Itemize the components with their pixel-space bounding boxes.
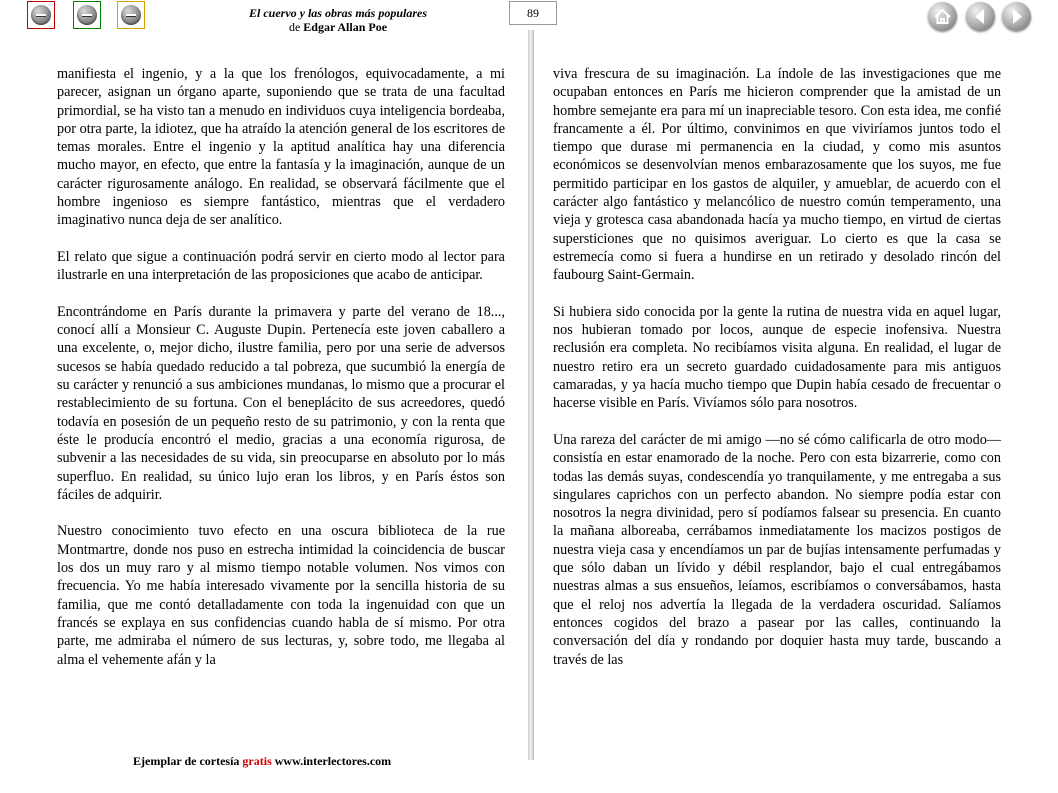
arrow-right-icon bbox=[1002, 2, 1031, 31]
home-icon bbox=[928, 2, 957, 31]
paragraph: Encontrándome en París durante la primavera y parte del verano de 18..., conocí allí a Monsieur C. Auguste Dupin. Pertenecía este joven caballero a una excelente, o, mejor dicho, ilustre familia, pero por una serie de adversos sucesos se había quedado reducido a tal pobreza, que sucumbió la energía de su carácter y renunció a sus ambiciones mundanas, lo mismo que a procurar el restablecimiento de su fortuna. Con el beneplácito de sus acreedores, quedó todavía en posesión de un pequeño resto de su patrimonio, y con la renta que éste le producía encontró el medio, gracias a una economía rigurosa, de subvenir a las necesidades de su vida, sin preocuparse en absoluto por lo más superfluo. En realidad, su único lujo eran los libros, y en París éstos son fáciles de adquirir. bbox=[57, 303, 505, 503]
author-prefix: de bbox=[288, 20, 301, 34]
previous-page-button[interactable] bbox=[966, 2, 995, 31]
minus-icon bbox=[121, 5, 141, 25]
paragraph: Una rareza del carácter de mi amigo —no sé cómo calificarla de otro modo— consistía en estar enamorado de la noche. Pero con esta bizarrerie, como con todas las demás suyas, condescendía yo tranquilamente, y me entregaba a sus singulares caprichos con un perfecto abandon. No siempre podía estar con nosotros la negra divinidad, pero sí podíamos falsear su presencia. En cuanto la mañana alboreaba, cerrábamos inmediatamente los macizos postigos de nuestra vieja casa y encendíamos un par de bujías intensamente perfumadas y que sólo daban un lívido y débil resplandor, bajo el cual entregábamos nuestras almas a sus ensueños, leíamos, escribíamos o conversábamos, hasta que el reloj nos advertía la llegada de la verdadera oscuridad. Salíamos entonces cogidos del brazo a pasear por las calles, continuando la conversación del día y rondando por doquier hasta muy tarde, buscando a través de las bbox=[553, 431, 1001, 668]
minimize-button[interactable] bbox=[73, 1, 101, 29]
footer-highlight: gratis bbox=[242, 754, 272, 768]
paragraph: viva frescura de su imaginación. La índole de las investigaciones que me ocupaban entonces en París me hicieron comprender que la amistad de un hombre semejante era para mí un inapreciable tesoro. Con esta idea, me confié francamente a él. Por último, convinimos en que viviríamos juntos todo el tiempo que durase mi permanencia en la ciudad, y como mis asuntos económicos se desenvolvían menos embarazosamente que los suyos, me fue permitido participar en los gastos de alquiler, y amueblar, de acuerdo con el carácter algo fantástico y melancólico de nuestro común temperamento, una vieja y grotesca casa abandonada hacía ya mucho tiempo, en virtud de ciertas supersticiones que no quisimos averiguar. Lo cierto es que la casa se estremecía como si fuera a hundirse en un retirado y desolado rincón del faubourg Saint-Germain. bbox=[553, 66, 1001, 284]
paragraph: Nuestro conocimiento tuvo efecto en una oscura biblioteca de la rue Montmartre, donde nos puso en estrecha intimidad la coincidencia de buscar los dos un muy raro y al mismo tiempo notable volumen. Nos vimos con frecuencia. Yo me había interesado vivamente por la sencilla historia de su familia, que me contó detalladamente con toda la ingenuidad con que un francés se explaya en sus confidencias cuando habla de sí mismo. Por otra parte, me admiraba el número de sus lecturas, y, sobre todo, me llegaba al alma el vehemente afán y la bbox=[57, 523, 505, 668]
paragraph: manifiesta el ingenio, y a la que los frenólogos, equivocadamente, a mi parecer, asignan un órgano aparte, suponiendo que se trata de una facultad primordial, se ha visto tan a menudo en individuos cuya inteligencia bordeaba, por otra parte, la idiotez, que ha atraído la atención general de los escritores de temas morales. Entre el ingenio y la aptitud analítica hay una diferencia mucho mayor, en efecto, que entre la fantasía y la imaginación, aunque de un carácter rigurosamente análogo. En realidad, se observará fácilmente que el hombre ingenioso es siempre fantástico, mientras que el verdadero imaginativo nunca deja de ser analítico. bbox=[57, 66, 505, 229]
arrow-left-icon bbox=[966, 2, 995, 31]
footer-site-link[interactable]: www.interlectores.com bbox=[274, 754, 392, 768]
minus-icon bbox=[77, 5, 97, 25]
book-title: El cuervo y las obras más populares bbox=[248, 6, 427, 20]
book-header bbox=[200, 6, 476, 34]
minus-icon bbox=[31, 5, 51, 25]
home-button[interactable] bbox=[928, 2, 957, 31]
author-name: Edgar Allan Poe bbox=[303, 20, 388, 34]
footer-prefix: Ejemplar de cortesía bbox=[133, 754, 240, 768]
paragraph: Si hubiera sido conocida por la gente la rutina de nuestra vida en aquel lugar, nos hubieran tomado por locos, aunque de especie inofensiva. Nuestra reclusión era completa. No recibíamos visita alguna. En realidad, el lugar de nuestro retiro era un secreto guardado cuidadosamente para mis antiguos camaradas, y ya hacía mucho tiempo que Dupin había cesado de frecuentar o hacerse visible en París. Vivíamos sólo para nosotros. bbox=[553, 303, 1001, 412]
paragraph: El relato que sigue a continuación podrá servir en cierto modo al lector para ilustrarle en una interpretación de las proposiciones que acabo de anticipar. bbox=[57, 248, 505, 284]
maximize-button[interactable] bbox=[117, 1, 145, 29]
left-column bbox=[57, 65, 505, 687]
column-divider bbox=[528, 30, 534, 760]
footer bbox=[133, 754, 391, 769]
page-number: 89 bbox=[509, 1, 557, 25]
close-button[interactable] bbox=[27, 1, 55, 29]
next-page-button[interactable] bbox=[1002, 2, 1031, 31]
author-line bbox=[200, 20, 476, 34]
right-column bbox=[553, 65, 1001, 687]
